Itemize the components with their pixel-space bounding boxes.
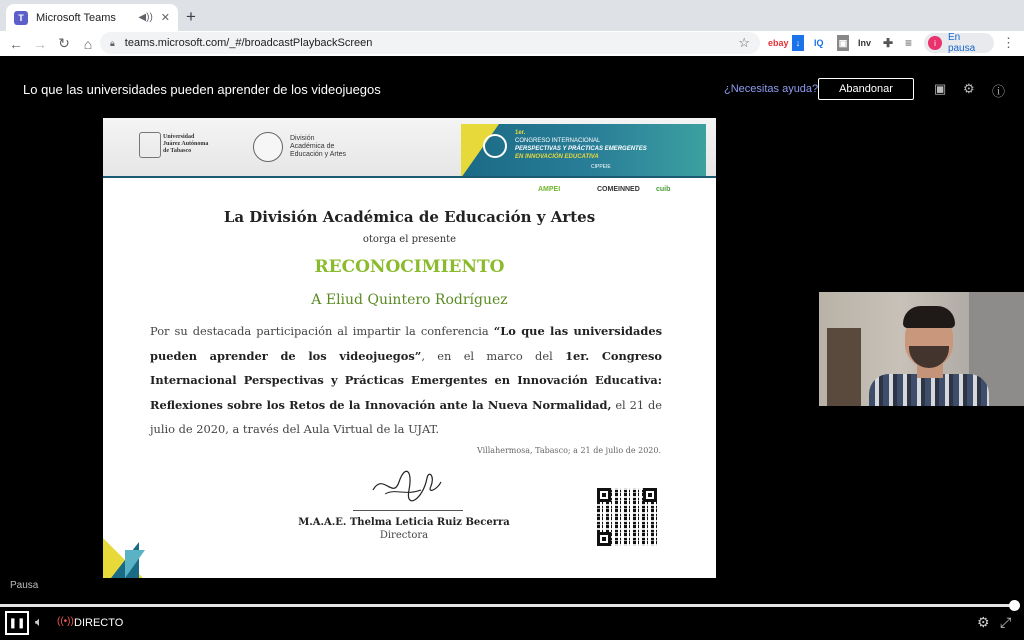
body-text-2: , en el marco del bbox=[421, 348, 566, 363]
reload-icon[interactable]: ↻ bbox=[58, 35, 70, 51]
forward-icon[interactable]: → bbox=[33, 35, 47, 52]
certificate-title: RECONOCIMIENTO bbox=[314, 257, 505, 277]
progress-knob[interactable] bbox=[1009, 600, 1020, 611]
congress-type: CONGRESO INTERNACIONAL bbox=[515, 138, 601, 144]
tab-strip bbox=[0, 0, 1024, 31]
shared-slide bbox=[103, 118, 716, 578]
sponsor-cuib: cuib bbox=[656, 186, 671, 193]
iq-extension-icon[interactable]: IQ bbox=[814, 38, 824, 48]
congress-name: 1er. Congreso Internacional Perspectivas y Prácticas Emergentes en Innovación Educativa: Reflexiones sobre los Retos de la Innovación ante la Nueva Normalidad, bbox=[150, 348, 663, 412]
ujat-seal-icon bbox=[139, 132, 161, 158]
background-shelf bbox=[827, 328, 861, 406]
certificate-header bbox=[103, 118, 716, 176]
profile-status: En pausa bbox=[947, 32, 976, 54]
inv-extension-icon[interactable]: Inv bbox=[858, 38, 872, 48]
header-divider bbox=[103, 176, 716, 178]
presenter-video bbox=[819, 292, 1024, 406]
certificate-subheading: otorga el presente bbox=[362, 234, 457, 245]
presenter-shirt bbox=[869, 374, 989, 406]
ujat-name: Universidad Juárez Autónoma de Tabasco bbox=[163, 134, 209, 154]
leave-button[interactable]: Abandonar bbox=[818, 78, 914, 100]
certificate-body bbox=[150, 319, 662, 442]
reading-list-icon[interactable]: ≡ bbox=[905, 36, 913, 50]
close-tab-icon[interactable]: ✕ bbox=[160, 12, 170, 24]
ebay-extension-icon[interactable]: ebay bbox=[768, 38, 789, 48]
extensions-puzzle-icon[interactable]: ✚ bbox=[883, 36, 894, 50]
pause-button[interactable]: ❚❚ bbox=[5, 611, 29, 635]
daea-emblem-icon bbox=[253, 132, 283, 162]
playback-progress-bar[interactable] bbox=[0, 604, 1016, 607]
back-icon[interactable]: ← bbox=[9, 35, 23, 52]
live-indicator-icon: ((•)) bbox=[57, 616, 74, 627]
url-text: teams.microsoft.com/_#/broadcastPlaybackScreen bbox=[124, 37, 373, 49]
congress-edition: 1er. bbox=[515, 130, 526, 136]
tab-microsoft-teams[interactable] bbox=[6, 4, 178, 31]
corner-decoration bbox=[125, 550, 145, 578]
signer-role: Directora bbox=[379, 530, 429, 541]
congress-acronym: CIPPEIE bbox=[591, 164, 611, 170]
congress-topic: PERSPECTIVAS Y PRÁCTICAS EMERGENTES bbox=[515, 146, 647, 152]
qr-code bbox=[597, 488, 657, 546]
image-extension-icon[interactable]: ▣ bbox=[837, 35, 849, 51]
settings-gear-icon[interactable]: ⚙ bbox=[963, 81, 975, 96]
signer-name: M.A.A.E. Thelma Leticia Ruiz Becerra bbox=[298, 517, 510, 528]
live-label: DIRECTO bbox=[74, 617, 124, 629]
player-settings-icon[interactable]: ⚙ bbox=[977, 614, 990, 630]
congress-banner bbox=[461, 124, 706, 178]
volume-icon[interactable]: 🔈︎ bbox=[35, 614, 43, 629]
fullscreen-icon[interactable]: ⤢ bbox=[1000, 614, 1012, 630]
avatar: i bbox=[928, 36, 942, 50]
congress-field: EN INNOVACIÓN EDUCATIVA bbox=[515, 154, 599, 160]
browser-menu-icon[interactable]: ⋮ bbox=[1002, 35, 1015, 50]
daea-name: División Académica de Educación y Artes bbox=[290, 135, 347, 158]
presenter-beard bbox=[909, 346, 949, 368]
handwritten-signature bbox=[365, 460, 445, 510]
help-link[interactable]: ¿Necesitas ayuda? bbox=[724, 83, 819, 95]
info-icon[interactable]: ⓘ bbox=[992, 84, 1006, 99]
signature-line bbox=[353, 510, 463, 511]
globe-icon bbox=[483, 134, 507, 158]
body-text-1: Por su destacada participación al impartir la conferencia bbox=[150, 324, 494, 338]
conference-title: “Lo que las universidades pueden aprender de los videojuegos” bbox=[150, 324, 663, 363]
body-text-3: el 21 de julio de 2020, a través del Aula Virtual de la UJAT. bbox=[150, 397, 662, 436]
browser-chrome bbox=[0, 0, 1024, 56]
browser-toolbar bbox=[0, 31, 1024, 56]
address-bar[interactable] bbox=[100, 32, 760, 54]
pause-tooltip: Pausa bbox=[10, 580, 39, 591]
audio-playing-icon[interactable]: ◀)) bbox=[138, 12, 153, 23]
sponsor-comeinned: COMEINNED bbox=[597, 186, 640, 193]
qr-finder bbox=[597, 532, 611, 546]
event-title: Lo que las universidades pueden aprender de los videojuegos bbox=[23, 82, 381, 97]
lock-icon[interactable]: 🔒︎ bbox=[110, 37, 115, 48]
qr-finder bbox=[597, 488, 611, 502]
place-and-date: Villahermosa, Tabasco; a 21 de julio de 2020. bbox=[476, 446, 661, 455]
download-extension-icon[interactable]: ↓ bbox=[792, 35, 804, 51]
certificate-issuer: La División Académica de Educación y Artes bbox=[223, 208, 596, 226]
sponsor-ampei: AMPEI bbox=[538, 186, 561, 193]
presenter-hair bbox=[903, 306, 955, 328]
profile-button[interactable] bbox=[924, 33, 994, 53]
teams-icon: T bbox=[14, 11, 28, 25]
home-icon[interactable]: ⌂ bbox=[83, 35, 93, 52]
tab-title: Microsoft Teams bbox=[36, 11, 116, 24]
qr-finder bbox=[643, 488, 657, 502]
bookmark-star-icon[interactable]: ☆ bbox=[738, 35, 750, 50]
feedback-icon[interactable]: ▣ bbox=[934, 81, 947, 96]
new-tab-button[interactable]: + bbox=[186, 7, 196, 26]
recipient-name: A Eliud Quintero Rodríguez bbox=[311, 292, 508, 308]
